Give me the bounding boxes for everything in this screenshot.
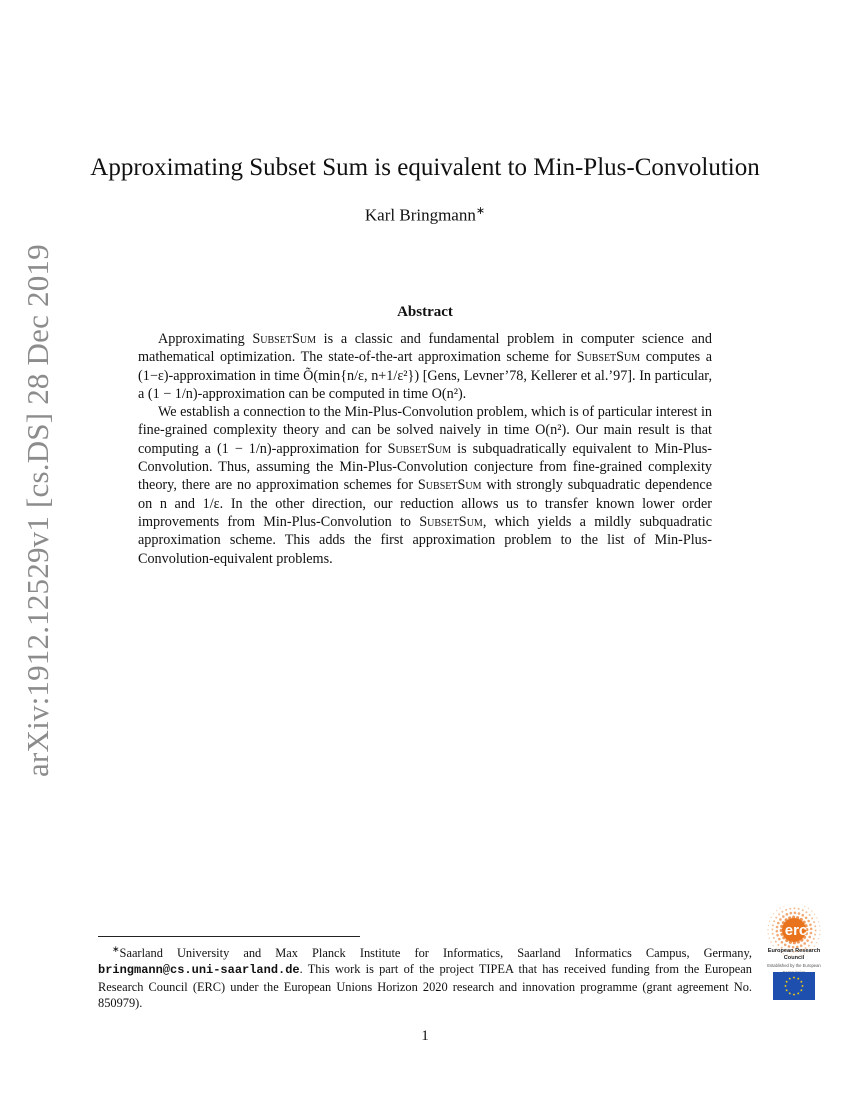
erc-logo-text: erc <box>784 922 808 939</box>
erc-dot <box>776 910 777 911</box>
erc-dot <box>779 907 780 908</box>
erc-dot <box>772 924 774 926</box>
erc-dot <box>772 933 774 935</box>
erc-dot <box>800 944 803 947</box>
erc-dot <box>813 938 815 940</box>
abstract-text: is subquadratically equivalent to Min-Plus-Convolution. Thus, assuming the Min-Plus-Convolution conjecture from fine-grained complexity theory, there are no approximation schemes for <box>138 440 713 494</box>
erc-dot <box>769 921 770 922</box>
footnote-text: . This work is part of the project TIPEA that has received funding from the European Research Council (ERC) under the European Unions Horizon 2020 research and innovation programme (grant agreement No. 850979). <box>98 962 752 1010</box>
erc-dot <box>782 915 785 918</box>
erc-dot <box>808 908 809 909</box>
erc-dot <box>776 926 779 929</box>
erc-dot <box>784 943 787 946</box>
footnote-paragraph <box>98 941 752 1011</box>
erc-dot <box>803 942 806 945</box>
erc-dot <box>777 922 780 925</box>
erc-dot <box>770 941 771 942</box>
erc-dot <box>777 944 779 946</box>
erc-dot <box>814 934 816 936</box>
erc-caption-subtitle: Established by the European <box>767 963 821 968</box>
erc-dot <box>802 909 804 911</box>
erc-dot <box>786 913 789 916</box>
erc-dot <box>789 912 792 915</box>
abstract-body <box>138 330 712 568</box>
erc-dot <box>809 923 812 926</box>
abstract-text: computes a (1−ε)-approximation in time Õ(min{n/ε, n+1/ε²}) [Gens, Levner’78, Kellerer et al.’97]. In particular, a (1 − 1/n)-approximation can be computed in time O(n²). <box>138 349 713 402</box>
erc-dot <box>805 916 808 919</box>
erc-dot <box>778 913 780 915</box>
abstract-text: We establish a connection to the Min-Plus-Convolution problem, which is of particular interest in fine-grained complexity theory and can be solved naively in time O(n²). Our main result is that computing a (1 − 1/n)-approximation for <box>138 404 712 457</box>
erc-dot <box>785 909 787 911</box>
erc-dot <box>814 914 815 915</box>
erc-dot <box>819 925 820 926</box>
abstract-text: with strongly subquadratic dependence on n and 1/ε. In the other direction, our reduction allows us to transfer known lower order improvements from Min-Plus-Convolution to <box>138 477 713 530</box>
page-number: 1 <box>421 1028 429 1044</box>
erc-dot <box>815 929 817 931</box>
erc-caption-title: European Research Council <box>767 948 821 961</box>
erc-dot <box>779 918 782 921</box>
erc-dot <box>768 933 769 934</box>
erc-dot <box>810 932 813 935</box>
erc-dot <box>818 921 819 922</box>
erc-dot <box>776 934 779 937</box>
erc-dot <box>819 930 820 931</box>
erc-dot <box>789 908 791 910</box>
author-footnote-mark[interactable]: ∗ <box>475 205 486 217</box>
erc-dot <box>811 941 813 943</box>
erc-dot <box>793 907 795 909</box>
abstract-paragraph-1 <box>138 330 712 403</box>
erc-dot <box>778 938 781 941</box>
erc-dot <box>773 937 775 939</box>
abstract-text: , which yields a mildly subquadratic approximation scheme. This adds the first approximation problem to the list of Min-Plus-Convolution-equivalent problems. <box>138 513 712 567</box>
footnote-rule <box>98 936 360 937</box>
erc-dot <box>768 925 769 926</box>
erc-dot <box>775 941 777 943</box>
erc-dot <box>818 938 819 939</box>
abstract-heading: Abstract <box>397 304 453 320</box>
erc-dot <box>814 925 816 927</box>
problem-name: SubsetSum <box>417 477 482 494</box>
author-email-link[interactable]: bringmann@cs.uni-saarland.de <box>98 963 300 978</box>
erc-dot <box>773 920 775 922</box>
erc-dot <box>806 939 809 942</box>
erc-dot <box>776 930 779 933</box>
arxiv-identifier[interactable]: arXiv:1912.12529v1 [cs.DS] 28 Dec 2019 <box>20 244 55 777</box>
problem-name: SubsetSum <box>252 331 316 347</box>
erc-dot <box>816 917 817 918</box>
erc-dot <box>804 906 805 907</box>
erc-dot <box>773 945 774 946</box>
footnote-text: Saarland University and Max Planck Institute for Informatics, Saarland Informatics Campus, Germany, <box>119 946 752 961</box>
footnote <box>98 941 752 1011</box>
erc-dot <box>813 921 815 923</box>
erc-dot <box>819 934 820 935</box>
erc-dot <box>811 917 813 919</box>
erc-dot <box>767 929 768 930</box>
erc-dot <box>808 936 811 939</box>
erc-dot <box>798 912 801 915</box>
erc-dot <box>775 917 777 919</box>
erc-dot <box>771 917 772 918</box>
erc-dot <box>798 908 800 910</box>
erc-dot <box>771 929 773 931</box>
erc-dot <box>781 941 784 944</box>
erc-dot <box>807 920 810 923</box>
erc-dot <box>769 937 770 938</box>
author-line <box>0 204 850 226</box>
erc-dot <box>809 914 811 916</box>
abstract-paragraph-2 <box>138 403 712 568</box>
erc-dot <box>783 906 784 907</box>
paper-title: Approximating Subset Sum is equivalent to Min-Plus-Convolution <box>90 154 760 181</box>
abstract-text: Approximating <box>158 331 253 347</box>
eu-flag <box>773 972 815 1000</box>
problem-name: SubsetSum <box>576 349 641 366</box>
erc-dot <box>808 945 810 947</box>
erc-dot <box>811 910 812 911</box>
footnote-mark: ∗ <box>112 944 120 954</box>
author-name: Karl Bringmann <box>364 205 476 225</box>
abstract-text: is a classic and fundamental problem in computer science and mathematical optimization. The state-of-the-art approximation scheme for <box>138 331 712 366</box>
problem-name: SubsetSum <box>419 513 483 530</box>
erc-dot <box>773 913 774 914</box>
erc-dot <box>810 928 813 931</box>
erc-dot <box>802 914 805 917</box>
erc-dot <box>814 946 815 947</box>
erc-dot <box>816 942 817 943</box>
problem-name: SubsetSum <box>387 440 452 457</box>
erc-dot <box>781 911 783 913</box>
erc-dot <box>794 912 797 915</box>
erc-dot <box>805 911 807 913</box>
